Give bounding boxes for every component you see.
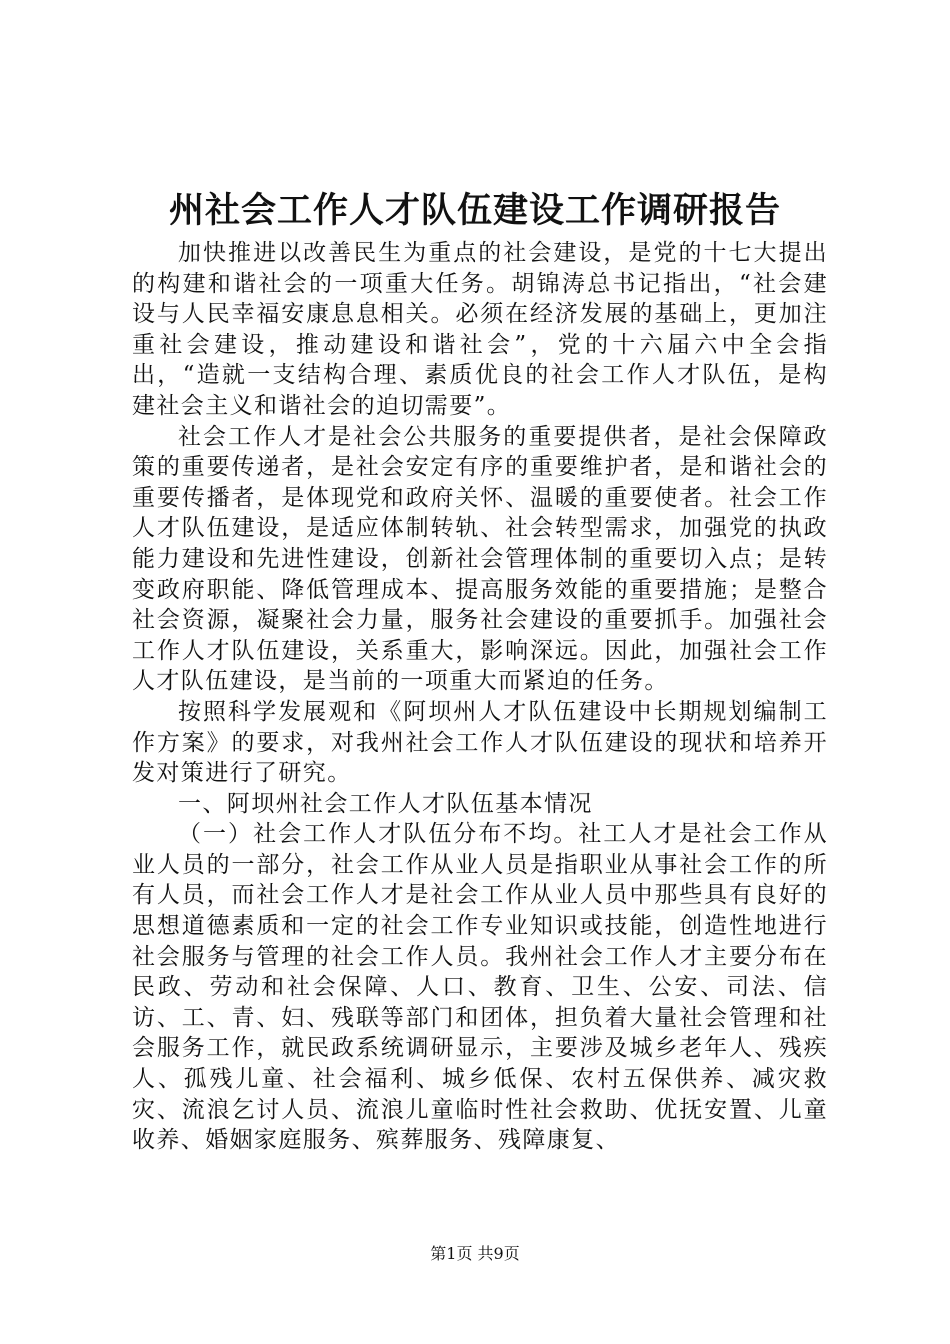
paragraph-distribution: （一）社会工作人才队伍分布不均。社工人才是社会工作从业人员的一部分，社会工作从业人员是指职业从事社会工作的所有人员，而社会工作人才是社会工作从业人员中那些具有良好的思想道德素质和一定的社会工作专业知识或技能，创造性地进行社会服务与管理的社会工作人员。我州社会工作人才主要分布在民政、劳动和社会保障、人口、教育、卫生、公安、司法、信访、工、青、妇、残联等部门和团体，担负着大量社会管理和社会服务工作，就民政系统调研显示，主要涉及城乡老年人、残疾人、孤残儿童、社会福利、城乡低保、农村五保供养、减灾救灾、流浪乞讨人员、流浪儿童临时性社会救助、优抚安置、儿童收养、婚姻家庭服务、殡葬服务、残障康复、 <box>132 821 828 1154</box>
section-heading: 一、阿坝州社会工作人才队伍基本情况 <box>178 790 593 817</box>
paragraph-intro: 加快推进以改善民生为重点的社会建设，是党的十七大提出的构建和谐社会的一项重大任务。胡锦涛总书记指出，“社会建设与人民幸福安康息息相关。必须在经济发展的基础上，更加注重社会建设，推动建设和谐社会”，党的十六届六中全会指出，“造就一支结构合理、素质优良的社会工作人才队伍，是构建社会主义和谐社会的迫切需要”。 <box>132 240 828 419</box>
document-title: 州社会工作人才队伍建设工作调研报告 <box>168 190 781 231</box>
document-body <box>132 238 828 1156</box>
paragraph-research-basis: 按照科学发展观和《阿坝州人才队伍建设中长期规划编制工作方案》的要求，对我州社会工作人才队伍建设的现状和培养开发对策进行了研究。 <box>132 698 828 787</box>
page-number-footer: 第1页 共9页 <box>430 1244 520 1263</box>
paragraph-significance: 社会工作人才是社会公共服务的重要提供者，是社会保障政策的重要传递者，是社会安定有序的重要维护者，是和谐社会的重要传播者，是体现党和政府关怀、温暖的重要使者。社会工作人才队伍建设，是适应体制转轨、社会转型需求，加强党的执政能力建设和先进性建设，创新社会管理体制的重要切入点；是转变政府职能、降低管理成本、提高服务效能的重要措施；是整合社会资源，凝聚社会力量，服务社会建设的重要抓手。加强社会工作人才队伍建设，关系重大，影响深远。因此，加强社会工作人才队伍建设，是当前的一项重大而紧迫的任务。 <box>132 423 828 695</box>
